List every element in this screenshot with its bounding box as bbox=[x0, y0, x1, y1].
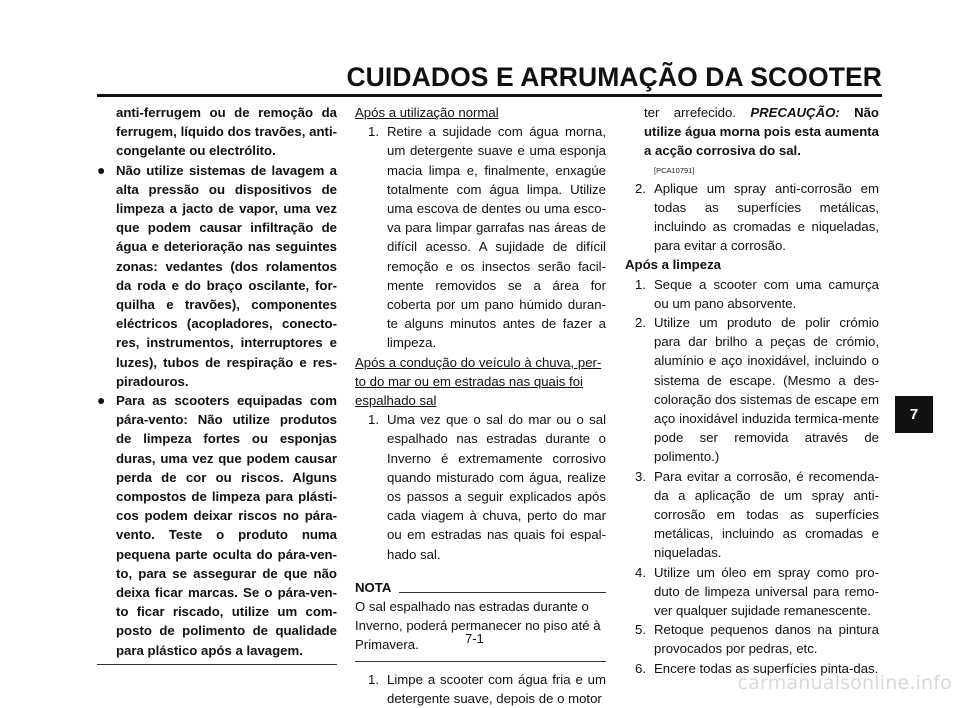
list-number: 1. bbox=[635, 276, 646, 292]
column-2 bbox=[355, 103, 606, 708]
chapter-tab: 7 bbox=[895, 396, 933, 433]
continued-sentence: ter arrefecido. bbox=[644, 105, 737, 120]
page-number: 7-1 bbox=[465, 631, 484, 646]
list-item bbox=[355, 122, 606, 352]
warning-end-rule bbox=[97, 664, 337, 665]
caution-text: Não utilize água morna pois esta aumenta a acção corrosiva do sal. bbox=[644, 105, 879, 159]
list-item bbox=[355, 670, 606, 708]
bullet-icon: ● bbox=[97, 392, 106, 409]
continued-text bbox=[625, 103, 879, 161]
list-number: 2. bbox=[635, 180, 646, 196]
list-item bbox=[355, 410, 606, 564]
list-number: 3. bbox=[635, 468, 646, 484]
bullet-item bbox=[97, 391, 337, 660]
list-item bbox=[625, 179, 879, 256]
list-item bbox=[625, 313, 879, 467]
list-text: Para evitar a corrosão, é recomenda-da a aplicação de um spray anti-corrosão em todas as superfícies metálicas, incluindo as cromadas e niqueladas. bbox=[654, 468, 879, 561]
list-text: Retire a sujidade com água morna, um detergente suave e uma esponja macia limpa e, finalmente, enxagúe totalmente com água limpa. Utilize uma escova de dentes ou uma esco-va para limpar garrafas nas áreas de difícil acesso. A sujidade de difícil remoção e os insectos serão facil-mente removidos se a área for coberta por um pano húmido duran-te alguns minutos antes de fazer a limpeza. bbox=[387, 124, 606, 351]
list-item bbox=[625, 275, 879, 313]
list-item bbox=[625, 467, 879, 563]
note-header bbox=[355, 578, 606, 597]
list-number: 6. bbox=[635, 660, 646, 676]
note-end-rule bbox=[355, 661, 606, 662]
list-text: Seque a scooter com uma camurça ou um pano absorvente. bbox=[654, 276, 879, 311]
list-text: Limpe a scooter com água fria e um detergente suave, depois de o motor bbox=[387, 671, 606, 706]
list-number: 2. bbox=[635, 315, 646, 331]
list-number: 1. bbox=[368, 124, 379, 140]
note-text: O sal espalhado nas estradas durante o Inverno, poderá permanecer no piso até à Primavera. bbox=[355, 599, 601, 653]
note-label: NOTA bbox=[355, 579, 392, 595]
header-rule bbox=[97, 94, 882, 97]
column-1 bbox=[97, 103, 337, 665]
list-number: 1. bbox=[368, 671, 379, 687]
list-text: Retoque pequenos danos na pintura provocados por pedras, etc. bbox=[654, 622, 879, 657]
section-heading-rain-sea-salt: Após a condução do veículo à chuva, per-to do mar ou em estradas nas quais foi espalhado sal bbox=[355, 354, 602, 409]
note-rule bbox=[399, 592, 606, 593]
list-text: Aplique um spray anti-corrosão em todas as superfícies metálicas, incluindo as cromadas e niqueladas, para evitar a corrosão. bbox=[654, 180, 879, 254]
caution-code: [PCA10791] bbox=[654, 165, 695, 175]
list-text: Uma vez que o sal do mar ou o sal espalhado nas estradas durante o Inverno é extremamente corrosivo quando misturado com água, realize os passos a seguir explicados após cada viagem à chuva, perto do mar ou em estradas nas quais foi espal-hado sal. bbox=[387, 412, 606, 562]
list-item bbox=[625, 620, 879, 658]
section-heading-after-cleaning: Após a limpeza bbox=[625, 257, 722, 273]
list-number: 1. bbox=[368, 412, 379, 428]
chapter-title: CUIDADOS E ARRUMAÇÃO DA SCOOTER bbox=[346, 62, 882, 92]
bullet-text: Para as scooters equipadas com pára-vento: Não utilize produtos de limpeza fortes ou esponjas duras, uma vez que podem causar perda de cor ou riscos. Alguns compostos de limpeza para plásti-cos podem deixar riscos no pára-vento. Teste o produto numa pequena parte oculta do pára-ven-to, para se assegurar de que não deixa ficar marcas. Se o pára-ven-to ficar riscado, utilize um com-posto de polimento de qualidade para plástico após a lavagem. bbox=[116, 393, 337, 658]
caution-label: PRECAUÇÃO: bbox=[750, 105, 840, 120]
list-text: Utilize um óleo em spray como pro-duto de limpeza universal para remo-ver qualquer sujidade remanescente. bbox=[654, 564, 879, 619]
list-number: 5. bbox=[635, 622, 646, 638]
bullet-icon: ● bbox=[97, 161, 106, 178]
list-text: Utilize um produto de polir crómio para dar brilho a peças de crómio, alumínio e aço inoxidável, incluindo o sistema de escape. (Mesmo a des-coloração dos sistemas de escape em aço inoxidável induzida termica-mente pode ser removida através de polimento.) bbox=[654, 315, 879, 465]
list-item bbox=[625, 563, 879, 621]
section-heading-normal-use: Após a utilização normal bbox=[355, 105, 499, 120]
column-3 bbox=[625, 103, 879, 678]
intro-text: anti-ferrugem ou de remoção da ferrugem, líquido dos travões, anti-congelante ou electrólito. bbox=[116, 105, 337, 159]
bullet-item bbox=[97, 161, 337, 391]
list-number: 4. bbox=[635, 564, 646, 580]
bullet-text: Não utilize sistemas de lavagem a alta pressão ou dispositivos de limpeza a jacto de vapor, uma vez que podem causar infiltração de água e deterioração nas seguintes zonas: vedantes (dos rolamentos da roda e do braço oscilante, for-quilha e travões), componentes eléctricos (acopladores, conecto-res, instrumentos, interruptores e luzes), tubos de respiração e res-piradouros. bbox=[116, 162, 337, 389]
watermark: carmanualsonline.info bbox=[737, 672, 952, 694]
list-text: Encere todas as superfícies pinta-das. bbox=[654, 660, 879, 676]
